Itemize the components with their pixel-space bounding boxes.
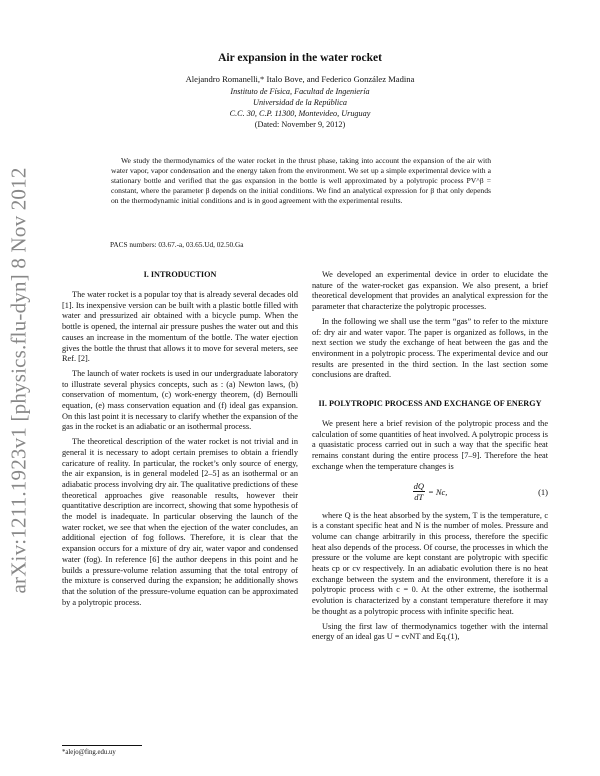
right-column xyxy=(312,270,548,647)
author-list: Alejandro Romanelli,* Italo Bove, and Federico González Madina xyxy=(185,74,415,84)
left-column xyxy=(62,270,298,612)
equation-number: (1) xyxy=(538,486,548,497)
affiliation-line: C.C. 30, C.P. 11300, Montevideo, Uruguay xyxy=(229,109,371,118)
affiliation-line: Instituto de Física, Facultad de Ingeniería xyxy=(230,87,370,96)
affiliation-line: Universidad de la República xyxy=(253,98,347,107)
section-heading: II. POLYTROPIC PROCESS AND EXCHANGE OF ENERGY xyxy=(318,399,542,409)
abstract: We study the thermodynamics of the water rocket in the thrust phase, taking into account the expansion of the air with water vapor, vapor condensation and the energy taken from the environment. We set up a simple experimental device with a stationary bottle and verified that the gas expansion in the bottle is well approximated by a polytropic process PV^β = constant, where the parameter β depends on the initial conditions. We find an analytical expression for β that only depends on the thermodynamic initial conditions and is in good agreement with the experimental results. xyxy=(111,156,491,205)
fraction-numerator: dQ xyxy=(413,481,424,492)
paragraph: The launch of water rockets is used in our undergraduate laboratory to illustrate several physics concepts, such as : (a) Newton laws, (b) conservation of momentum, (c) work-energy theorem, (d) Bernoulli equation, (e) mass conservation equation and (f) ideal gas expansion. On this last point it is necessary to clarify whether the expansion of the gas in the rocket is an adiabatic or an isothermal process. xyxy=(62,368,298,432)
equation-1 xyxy=(312,479,548,505)
paragraph: We developed an experimental device in order to elucidate the nature of the water-rocket gas expansion. We also present, a brief theoretical development that provides an analytical expression for the parameter that characterize the polytropic processes. xyxy=(312,270,548,312)
arxiv-stamp: arXiv:1211.1923v1 [physics.flu-dyn] 8 Nov 2012 xyxy=(6,166,31,594)
fraction-denominator: dT xyxy=(414,492,424,503)
paragraph: In the following we shall use the term “gas” to refer to the mixture of: dry air and water vapor. The paper is organized as follows, in the next section we study the exchange of heat between the gas and the environment in a polytropic process. The experimental device and our results are presented in the third section. In the last section some conclusions are drafted. xyxy=(312,316,548,380)
pacs-numbers: PACS numbers: 03.67.-a, 03.65.Ud, 02.50.Ga xyxy=(110,240,244,249)
fraction xyxy=(413,481,425,502)
affiliation xyxy=(0,86,600,130)
paragraph: The water rocket is a popular toy that is already several decades old [1]. Its inexpensive version can be built with a plastic bottle filled with water and pressurized air obtained with a bicycle pump. When the bottle is opened, the internal air pressure pushes the water out and this causes an increase in the momentum of the bottle. The water ejection gives the bottle the thrust that allows it to move for several meters, see Ref. [2]. xyxy=(62,290,298,364)
paragraph: where Q is the heat absorbed by the system, T is the temperature, c is a constant specific heat and N is the number of moles. Pressure and volume can change arbitrarily in this process, therefore the specific heat also depends of the process. Of course, the processes in which the pressure or the volume are kept constant are polytropic with specific heats cp or cv respectively. In an adiabatic evolution there is no heat exchange between the system and the environment, therefore it is a polytropic process with c = 0. At the other extreme, the isothermal evolution is characterized by a constant temperature therefore it may be thought as a polytropic process with infinite specific heat. xyxy=(312,510,548,616)
equation-rhs: = Nc, xyxy=(427,486,448,497)
paragraph: Using the first law of thermodynamics together with the internal energy of an ideal gas U = cvNT and Eq.(1), xyxy=(312,621,548,642)
date-line: (Dated: November 9, 2012) xyxy=(254,120,346,129)
paragraph: We present here a brief revision of the polytropic process and the calculation of some quantities of heat involved. A polytropic process is a quasistatic process carried out in such a way that the specific heat remains constant during the entire process [7–9]. Therefore the heat exchange when the temperature changes is xyxy=(312,419,548,471)
paper-title: Air expansion in the water rocket xyxy=(218,52,382,64)
footnote-email: *alejo@fing.edu.uy xyxy=(62,749,116,756)
section-heading: I. INTRODUCTION xyxy=(143,270,217,279)
paragraph: The theoretical description of the water rocket is not trivial and in general it is necessary to adopt certain premises to obtain a friendly caricature of reality. In particular, the rocket’s only source of energy, the air expansion, is in general modeled [2–5] as an isothermal or an adiabatic process involving dry air. The qualitative predictions of these theoretical approaches give reasonable results, however their quantitative description are incorrect, showing that some hypothesis of the model is inadequate. In particular observing the launch of the water rocket, we see that when the ejection of the water concludes, an additional ejection of fog follows. Therefore, it is clear that the expansion occurs for a mixture of dry air, water vapor and condensed water (fog). In reference [6] the author deepens in this point and he builds a pressure-volume relation assuming that the total entropy of the mixture is conserved during the expansion; he additionally shows that the solution of the pressure-volume equation can be approximated by a polytropic process. xyxy=(62,437,298,607)
footnote-divider xyxy=(62,745,142,746)
